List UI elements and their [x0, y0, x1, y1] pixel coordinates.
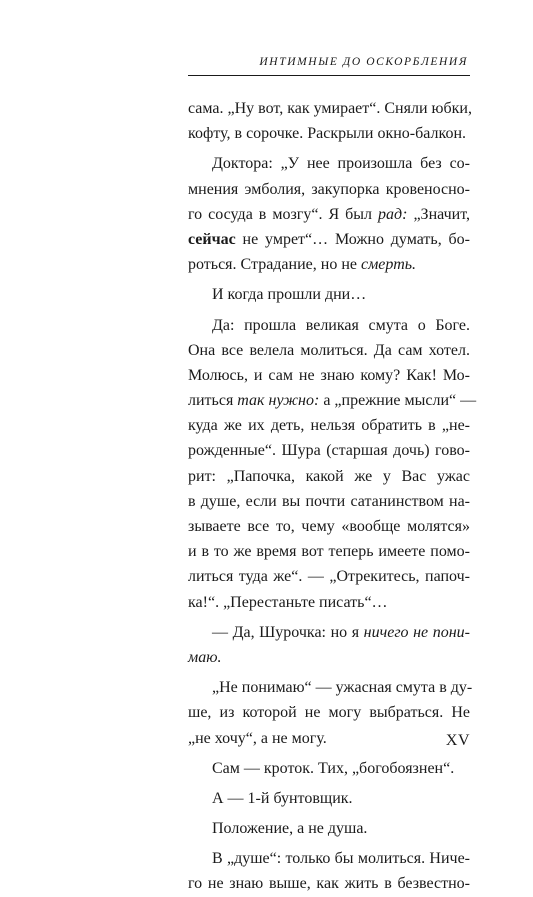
text-run: го сосуда в мозгу“. Я был: [188, 205, 379, 223]
text-run: ше, из которой не могу выбраться. Не: [188, 704, 470, 722]
text-run: и в то же время вот теперь имеете помо-: [188, 543, 470, 561]
text-run: Доктора: „У нее произошла без со-: [212, 155, 470, 173]
text-line: [188, 464, 470, 489]
text-line: [188, 227, 470, 252]
running-head: ИНТИМНЫЕ ДО ОСКОРБЛЕНИЯ: [259, 56, 468, 68]
text-line: [188, 151, 470, 176]
text-run: Молюсь, и сам не знаю кому? Как! Мо-: [188, 366, 470, 384]
text-run: Положение, а не душа.: [212, 820, 368, 838]
text-line: [188, 846, 470, 871]
text-run: — Да, Шурочка: но я: [212, 623, 364, 641]
text-run: кофту, в сорочке. Раскрыли окно-балкон.: [188, 125, 466, 143]
text-run: Да: прошла великая смута о Боге.: [212, 316, 470, 334]
text-line: [188, 514, 470, 539]
text-run: в душе, если вы почти сатанинством на-: [188, 492, 470, 510]
text-line: [188, 645, 470, 670]
text-line: [188, 438, 470, 463]
text-line: [188, 590, 470, 615]
text-line: [188, 177, 470, 202]
text-run: ка!“. „Перестаньте писать“…: [188, 593, 388, 611]
text-run: роться. Страдание, но не: [188, 256, 361, 274]
text-line: [188, 786, 470, 811]
italic-text: так нужно:: [237, 392, 320, 410]
text-run: рожденные“. Шура (старшая дочь) гово-: [188, 442, 470, 460]
text-run: И когда прошли дни…: [212, 286, 367, 304]
text-run: зываете все то, чему «вообще молятся»: [188, 518, 470, 535]
text-run: литься: [188, 392, 238, 410]
text-line: [188, 363, 470, 388]
italic-text: маю.: [188, 648, 222, 666]
text-run: „Значит,: [407, 205, 470, 223]
body-text: [188, 96, 477, 897]
text-line: [188, 388, 477, 413]
text-run: не умрет“… Можно думать, бо-: [235, 230, 470, 248]
text-line: [188, 202, 470, 227]
text-line: [188, 313, 470, 338]
text-run: А — 1-й бунтовщик.: [212, 789, 353, 807]
text-line: [188, 700, 470, 725]
text-run: Она все велела молиться. Да сам хотел.: [188, 341, 470, 359]
bold-text: сейчас: [188, 230, 236, 248]
text-line: [188, 675, 473, 700]
text-line: [188, 726, 470, 751]
text-run: сама. „Ну вот, как умирает“. Сняли юбки,: [188, 100, 472, 117]
text-line: [188, 252, 470, 277]
text-run: „Не понимаю“ — ужасная смута в ду-: [212, 679, 473, 697]
text-line: [188, 539, 470, 564]
header-rule: [188, 75, 470, 76]
text-line: [188, 756, 470, 781]
text-line: [188, 338, 470, 363]
text-line: [188, 489, 470, 514]
text-run: В „душе“: только бы молиться. Ниче-: [212, 850, 470, 868]
text-run: рит: „Папочка, какой же у Вас ужас: [188, 467, 470, 485]
page-number: XV: [445, 732, 470, 749]
text-run: „не хочу“, а не могу.: [188, 729, 327, 747]
text-run: мнения эмболия, закупорка кровеносно-: [188, 180, 470, 198]
text-run: го не знаю выше, как жить в безвестно-: [188, 875, 470, 893]
italic-text: рад:: [378, 205, 408, 223]
text-line: [188, 282, 470, 307]
italic-text: ничего не пони-: [363, 623, 470, 641]
text-line: [188, 564, 470, 589]
text-run: а „прежние мысли“ —: [319, 392, 477, 410]
text-run: куда же их деть, нельзя обратить в „не-: [188, 417, 470, 435]
text-line: [188, 413, 470, 438]
text-line: [188, 620, 470, 645]
italic-text: смерть.: [360, 256, 417, 274]
text-line: [188, 121, 470, 146]
text-run: Сам — кроток. Тих, „богобоязнен“.: [212, 759, 455, 777]
text-run: литься туда же“. — „Отрекитесь, папоч-: [188, 568, 470, 586]
text-line: [188, 871, 470, 896]
text-line: [188, 816, 470, 841]
text-line: [188, 96, 470, 121]
